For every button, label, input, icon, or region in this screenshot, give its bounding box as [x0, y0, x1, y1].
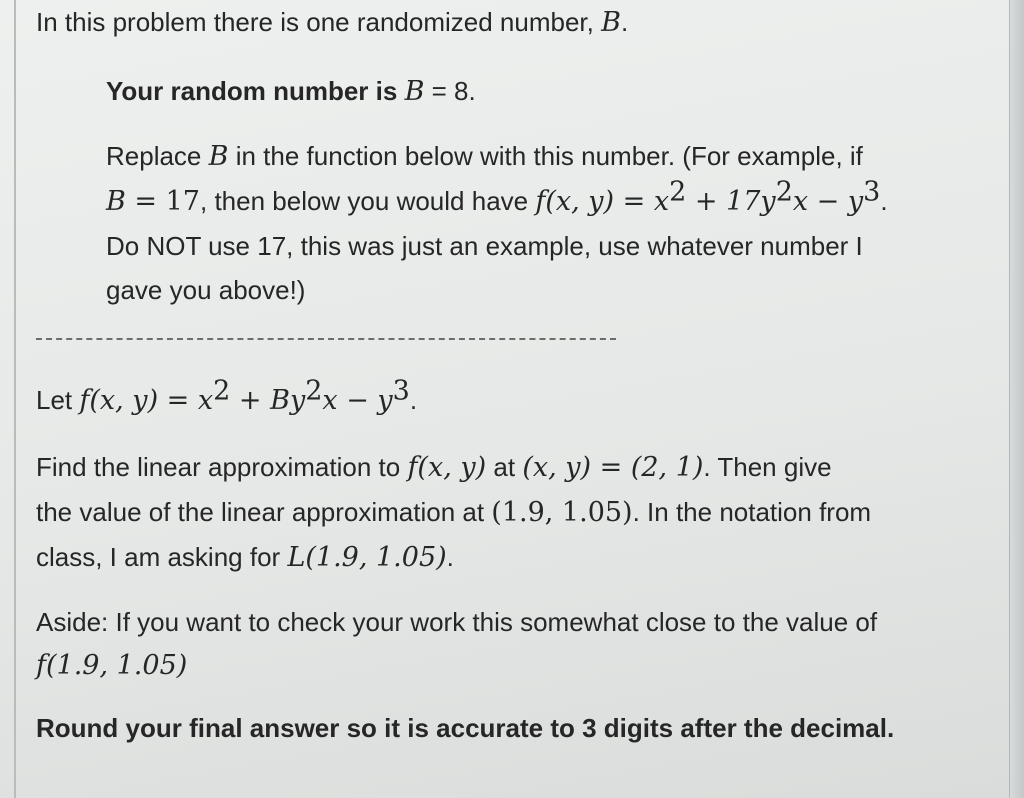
example-variable: B [106, 186, 126, 217]
aside-function-value: f(1.9, 1.05) [36, 650, 188, 681]
function-mid: + By [230, 385, 306, 416]
random-number-label: Your random number is [106, 76, 398, 106]
approx-point: (1.9, 1.05) [491, 497, 633, 528]
find-text-e: class, I am asking for [36, 542, 281, 572]
random-number-variable: B [404, 76, 425, 107]
function-period: . [409, 385, 418, 415]
dashed-divider [36, 338, 616, 340]
find-text-a: Find the linear approximation to [36, 452, 401, 482]
let-text: Let [36, 385, 73, 415]
example-value: = 17 [125, 186, 200, 217]
find-function: f(x, y) [407, 452, 487, 483]
right-frame-border [1009, 0, 1024, 798]
function-lhs: f(x, y) = x [79, 385, 214, 416]
find-at: at [493, 452, 516, 482]
find-point: (x, y) = (2, 1) [522, 452, 704, 483]
replace-line-1 [106, 134, 986, 179]
random-number-line [106, 69, 986, 114]
random-number-value: = 8. [424, 76, 476, 106]
intro-period: . [620, 7, 629, 37]
replace-line-4: gave you above!) [106, 275, 306, 305]
replace-line-2 [106, 176, 986, 224]
aside-line-1: Aside: If you want to check your work this somewhat close to the value of [36, 607, 878, 637]
example-function-mid: + 17y [686, 186, 776, 217]
find-line-2 [36, 490, 986, 535]
replace-variable: B [208, 141, 229, 172]
function-tail: x − y [322, 385, 393, 416]
function-exponent-2: 2 [305, 375, 323, 407]
example-function-args: (x, y) = x [545, 186, 670, 217]
problem-content [36, 0, 986, 750]
example-function-tail: x − y [792, 186, 864, 217]
intro-paragraph [36, 0, 986, 45]
example-function-name: f [535, 186, 546, 217]
find-text-b: . Then give [703, 452, 832, 482]
example-period: . [880, 186, 888, 216]
aside-paragraph [36, 600, 986, 688]
find-paragraph [36, 445, 986, 580]
replace-text-b: in the function below with this number. (For example, if [235, 141, 863, 171]
intro-text: In this problem there is one randomized number, [36, 7, 594, 37]
rounding-instruction: Round your final answer so it is accurate to 3 digits after the decimal. [36, 713, 895, 743]
function-exponent-3: 3 [392, 375, 410, 407]
find-line-3 [36, 535, 986, 580]
replace-text-a: Replace [106, 141, 202, 171]
find-text-c: the value of the linear approximation at [36, 497, 485, 527]
function-exponent-1: 2 [213, 375, 231, 407]
function-definition [36, 375, 986, 423]
intro-variable: B [601, 7, 621, 38]
replace-line-3: Do NOT use 17, this was just an example, use whatever number I [106, 231, 863, 261]
example-text: , then below you would have [200, 186, 529, 216]
linear-approx-notation: L(1.9, 1.05) [287, 542, 447, 573]
example-exponent-2: 2 [775, 176, 793, 208]
replace-instructions [106, 134, 986, 312]
example-exponent-1: 2 [669, 176, 687, 208]
find-line-1 [36, 445, 986, 490]
left-frame-border [14, 0, 16, 798]
find-period: . [446, 542, 454, 572]
example-exponent-3: 3 [863, 176, 881, 208]
find-text-d: . In the notation from [632, 497, 872, 527]
